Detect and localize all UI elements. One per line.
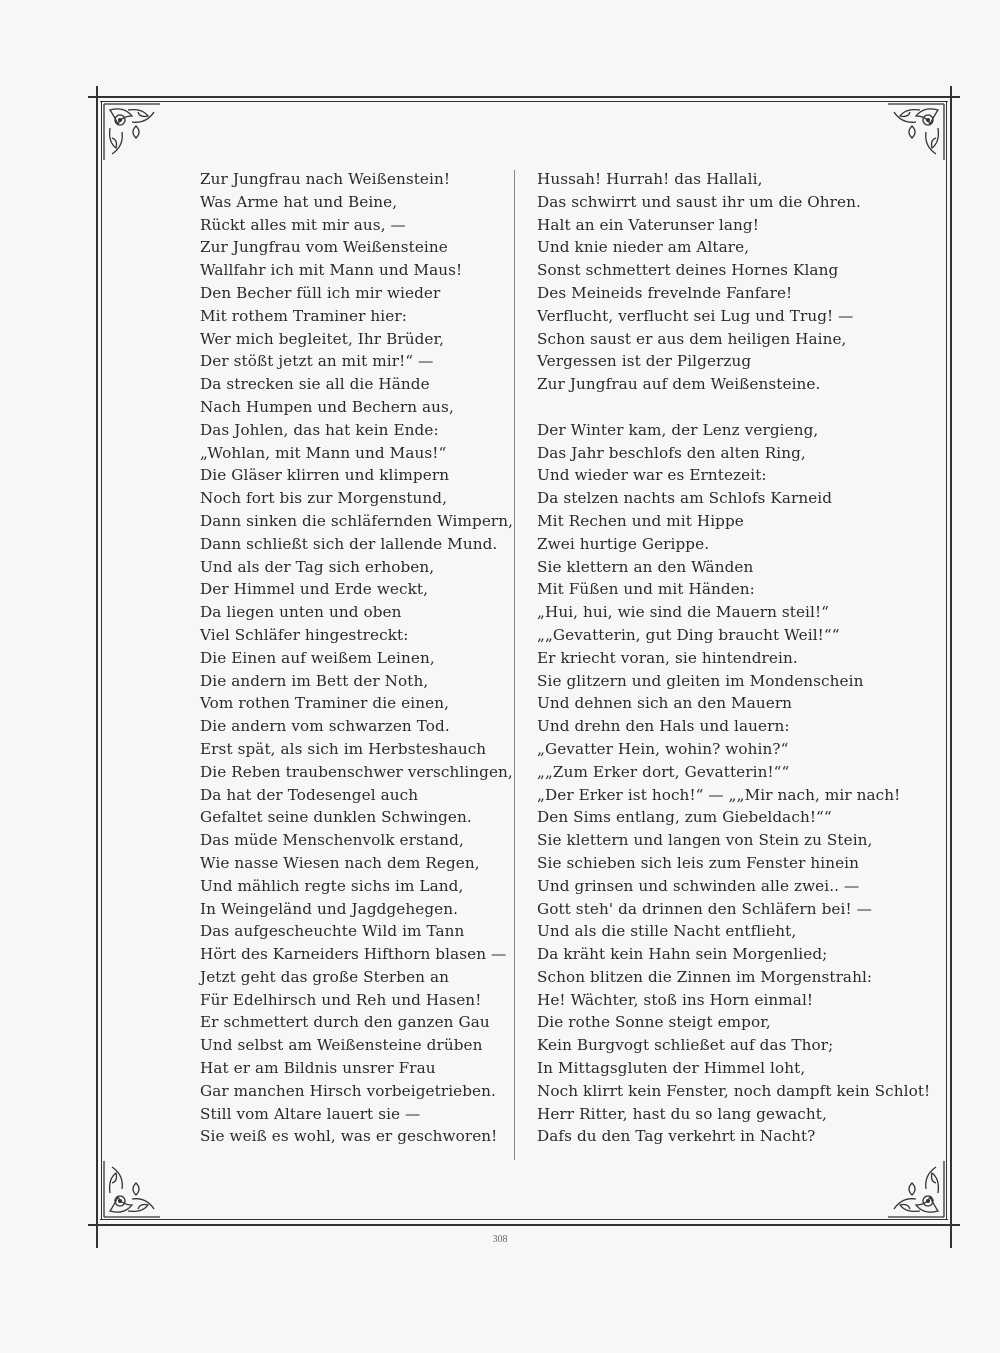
poem-line: In Weingeländ und Jagdgehegen. bbox=[200, 899, 459, 918]
poem-line: Hört des Karneiders Hifthorn blasen — bbox=[200, 945, 507, 964]
poem-line: „Hui, hui, wie sind die Mauern steil!“ bbox=[537, 603, 830, 622]
poem-line: Nach Humpen und Bechern aus, bbox=[200, 397, 454, 416]
poem-line: Gar manchen Hirsch vorbeigetrieben. bbox=[200, 1081, 496, 1100]
poem-line: Und mählich regte sichs im Land, bbox=[200, 876, 464, 895]
poem-line: Das Johlen, das hat kein Ende: bbox=[200, 420, 439, 439]
poem-line: Sie schieben sich leis zum Fenster hinein bbox=[537, 853, 860, 872]
poem-line: Hat er am Bildnis unsrer Frau bbox=[200, 1059, 436, 1078]
poem-line: Wie nasse Wiesen nach dem Regen, bbox=[200, 853, 480, 872]
poem-line: Und grinsen und schwinden alle zwei.. — bbox=[537, 876, 860, 895]
poem-line: Da strecken sie all die Hände bbox=[200, 375, 430, 394]
poem-line: Vergessen ist der Pilgerzug bbox=[537, 352, 752, 371]
poem-line: Er schmettert durch den ganzen Gau bbox=[200, 1013, 490, 1032]
poem-line: Das aufgescheuchte Wild im Tann bbox=[200, 922, 465, 941]
poem-line: Gefaltet seine dunklen Schwingen. bbox=[200, 808, 472, 827]
poem-line: Sonst schmettert deines Hornes Klang bbox=[537, 261, 839, 280]
frame-left-rule bbox=[96, 86, 98, 1248]
poem-line: Sie klettern an den Wänden bbox=[537, 557, 754, 576]
poem-line: Jetzt geht das große Sterben an bbox=[200, 967, 450, 986]
poem-line: Zur Jungfrau vom Weißensteine bbox=[200, 238, 448, 257]
poem-line: „Der Erker ist hoch!“ — „„Mir nach, mir nach! bbox=[537, 785, 901, 804]
poem-line: Und als die stille Nacht entflieht, bbox=[537, 922, 797, 941]
poem-line: Und selbst am Weißensteine drüben bbox=[200, 1036, 483, 1055]
poem-line: Die andern vom schwarzen Tod. bbox=[200, 717, 450, 736]
column-divider bbox=[514, 170, 515, 1160]
frame-right-rule-inner bbox=[946, 102, 947, 1220]
poem-line: Da hat der Todesengel auch bbox=[200, 785, 419, 804]
poem-line: Schon saust er aus dem heiligen Haine, bbox=[537, 329, 847, 348]
poem-line: Da stelzen nachts am Schlofs Karneid bbox=[537, 489, 833, 508]
poem-line: Rückt alles mit mir aus, — bbox=[200, 215, 406, 234]
poem-line: Den Becher füll ich mir wieder bbox=[200, 283, 441, 302]
poem-line: „Wohlan, mit Mann und Maus!“ bbox=[200, 443, 447, 462]
poem-line: Sie klettern und langen von Stein zu Stein, bbox=[537, 831, 873, 850]
poem-line: Die Einen auf weißem Leinen, bbox=[200, 648, 435, 667]
poem-line: Die andern im Bett der Noth, bbox=[200, 671, 429, 690]
ornament-top-left-icon bbox=[102, 102, 162, 162]
poem-line: Der Himmel und Erde weckt, bbox=[200, 580, 429, 599]
poem-line: Das müde Menschenvolk erstand, bbox=[200, 831, 464, 850]
poem-line: Mit Füßen und mit Händen: bbox=[537, 580, 755, 599]
poem-line: Noch klirrt kein Fenster, noch dampft kein Schlot! bbox=[537, 1081, 931, 1100]
poem-line: Noch fort bis zur Morgenstund, bbox=[200, 489, 448, 508]
ornament-bottom-right-icon bbox=[886, 1159, 946, 1219]
poem-line: Der Winter kam, der Lenz vergieng, bbox=[537, 420, 819, 439]
frame-right-rule bbox=[950, 86, 952, 1248]
poem-line: Sie glitzern und gleiten im Mondenschein bbox=[537, 671, 864, 690]
poem-line: Vom rothen Traminer die einen, bbox=[200, 694, 450, 713]
poem-line: Dann sinken die schläfernden Wimpern, bbox=[200, 511, 514, 530]
ornament-top-right-icon bbox=[886, 102, 946, 162]
poem-line: Hussah! Hurrah! das Hallali, bbox=[537, 170, 763, 188]
poem-line: Viel Schläfer hingestreckt: bbox=[200, 625, 409, 644]
poem-line: Der stößt jetzt an mit mir!“ — bbox=[200, 352, 434, 371]
poem-line: „Gevatter Hein, wohin? wohin?“ bbox=[537, 739, 789, 758]
poem-line: Herr Ritter, hast du so lang gewacht, bbox=[537, 1104, 827, 1123]
poem-line: „„Gevatterin, gut Ding braucht Weil!““ bbox=[537, 625, 840, 644]
poem-line: Er kriecht voran, sie hintendrein. bbox=[537, 648, 798, 667]
poem-line: Den Sims entlang, zum Giebeldach!““ bbox=[537, 808, 832, 827]
poem-line: Halt an ein Vaterunser lang! bbox=[537, 215, 759, 234]
poem-line: Gott steh' da drinnen den Schläfern bei! — bbox=[537, 899, 872, 918]
poem-line: Das schwirrt und saust ihr um die Ohren. bbox=[537, 192, 861, 211]
poem-line: Für Edelhirsch und Reh und Hasen! bbox=[200, 990, 482, 1009]
poem-line: Die rothe Sonne steigt empor, bbox=[537, 1013, 771, 1032]
poem-line: Des Meineids frevelnde Fanfare! bbox=[537, 283, 793, 302]
poem-line: Erst spät, als sich im Herbsteshauch bbox=[200, 739, 487, 758]
poem-line: He! Wächter, stoß ins Horn einmal! bbox=[537, 990, 814, 1009]
frame-top-rule-inner bbox=[100, 101, 948, 102]
poem-line: Und wieder war es Erntezeit: bbox=[537, 466, 767, 485]
poem-line: Mit Rechen und mit Hippe bbox=[537, 511, 744, 530]
poem-line: In Mittagsgluten der Himmel loht, bbox=[537, 1059, 806, 1078]
poem-line: Wer mich begleitet, Ihr Brüder, bbox=[200, 329, 445, 348]
poem-line: Und knie nieder am Altare, bbox=[537, 238, 750, 257]
poem-column-right bbox=[537, 168, 931, 1148]
poem-line: Dann schließt sich der lallende Mund. bbox=[200, 534, 498, 553]
poem-line: Zur Jungfrau nach Weißenstein! bbox=[200, 170, 451, 188]
poem-line: Wallfahr ich mit Mann und Maus! bbox=[200, 261, 463, 280]
poem-line: Und dehnen sich an den Mauern bbox=[537, 694, 793, 713]
poem-line: Zwei hurtige Gerippe. bbox=[537, 534, 710, 553]
poem-line: Und als der Tag sich erhoben, bbox=[200, 557, 435, 576]
poem-line: Verflucht, verflucht sei Lug und Trug! — bbox=[537, 306, 854, 325]
frame-left-rule-inner bbox=[101, 102, 102, 1220]
poem-line: Kein Burgvogt schließet auf das Thor; bbox=[537, 1036, 834, 1055]
poem-line: Und drehn den Hals und lauern: bbox=[537, 717, 790, 736]
poem-line: „„Zum Erker dort, Gevatterin!““ bbox=[537, 762, 790, 781]
ornament-bottom-left-icon bbox=[102, 1159, 162, 1219]
poem-line: Die Gläser klirren und klimpern bbox=[200, 466, 450, 485]
poem-line: Da liegen unten und oben bbox=[200, 603, 402, 622]
poem-line: Still vom Altare lauert sie — bbox=[200, 1104, 421, 1123]
poem-column-left bbox=[200, 168, 514, 1148]
poem-line: Das Jahr beschlofs den alten Ring, bbox=[537, 443, 806, 462]
poem-line: Sie weiß es wohl, was er geschworen! bbox=[200, 1127, 498, 1146]
poem-line: Schon blitzen die Zinnen im Morgenstrahl: bbox=[537, 967, 873, 986]
poem-line: Die Reben traubenschwer verschlingen, bbox=[200, 762, 513, 781]
frame-top-rule bbox=[88, 96, 960, 98]
poem-line: Zur Jungfrau auf dem Weißensteine. bbox=[537, 375, 821, 394]
poem-line bbox=[537, 396, 882, 419]
poem-line: Dafs du den Tag verkehrt in Nacht? bbox=[537, 1127, 816, 1146]
frame-bottom-rule bbox=[88, 1224, 960, 1226]
poem-line: Mit rothem Traminer hier: bbox=[200, 306, 407, 325]
frame-bottom-rule-inner bbox=[100, 1219, 948, 1220]
poem-line: Da kräht kein Hahn sein Morgenlied; bbox=[537, 945, 828, 964]
page-number: 308 bbox=[492, 1234, 508, 1245]
poem-line: Was Arme hat und Beine, bbox=[200, 192, 398, 211]
